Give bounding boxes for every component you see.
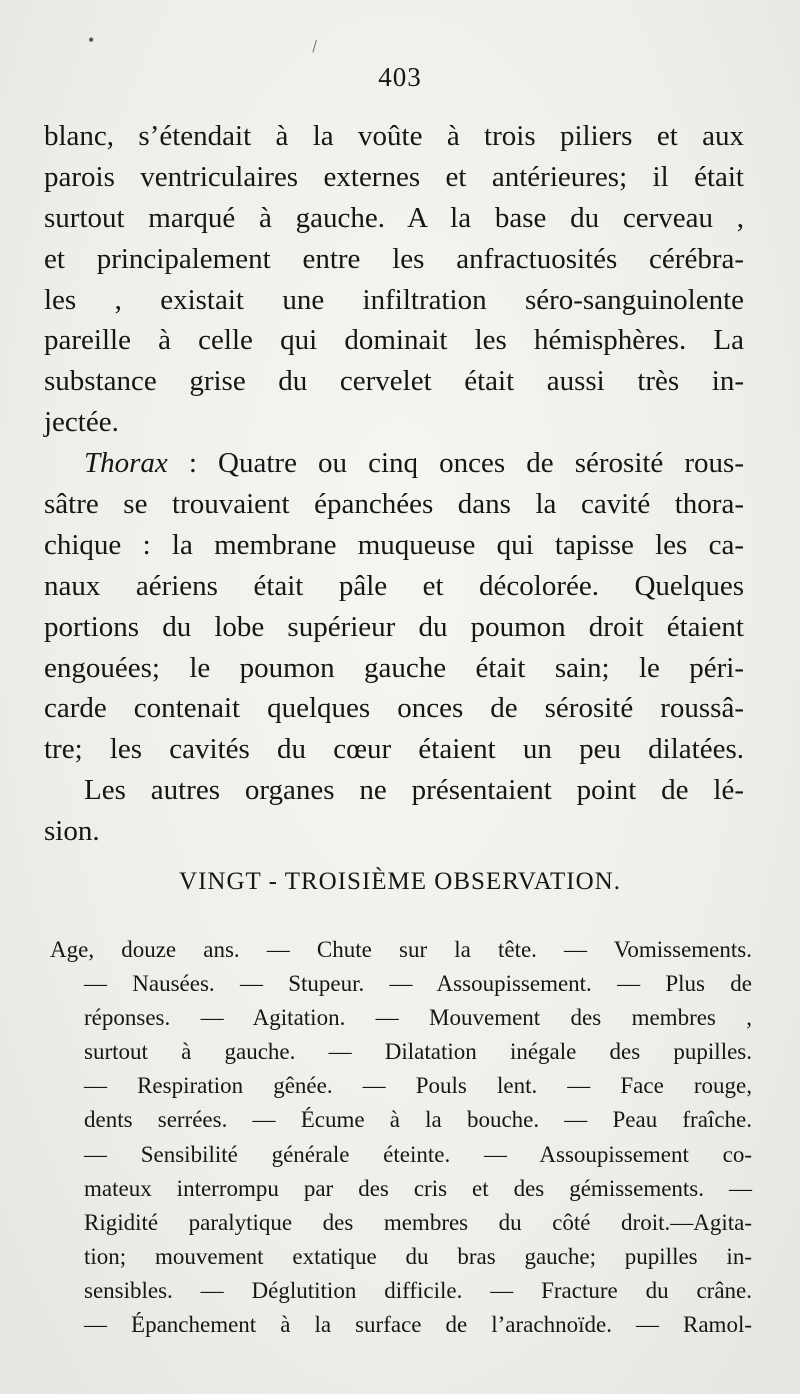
section-title: VINGT - TROISIÈME OBSERVATION.	[179, 868, 621, 895]
observation-summary	[50, 933, 752, 1342]
text-line: portions du lobe supérieur du poumon droit étaient	[44, 610, 744, 643]
summary-line: tion; mouvement extatique du bras gauche; pupilles in-	[84, 1243, 752, 1269]
summary-line: réponses. — Agitation. — Mouvement des membres ,	[84, 1005, 752, 1031]
text-line: Les autres organes ne présentaient point de lé-	[84, 774, 744, 807]
ink-dot: •	[88, 30, 95, 50]
text-line: surtout marqué à gauche. A la base du cerveau ,	[44, 201, 744, 234]
thorax-label: Thorax	[84, 447, 168, 480]
page-number: 403	[378, 62, 422, 92]
summary-line: mateux interrompu par des cris et des gémissements. —	[84, 1175, 752, 1201]
text-line: les , existait une infiltration séro-sanguinolente	[44, 283, 744, 316]
text-line: parois ventriculaires externes et antérieures; il était	[44, 160, 744, 193]
text-line: blanc, s’étendait à la voûte à trois piliers et aux	[44, 120, 744, 152]
text-line: engouées; le poumon gauche était sain; le péri-	[44, 651, 744, 684]
text-line: pareille à celle qui dominait les hémisphères. La	[44, 324, 744, 357]
body-text	[44, 116, 744, 852]
summary-line: Age, douze ans. — Chute sur la tête. — Vomissements.	[50, 937, 752, 962]
text-line: et principalement entre les anfractuosités cérébra-	[44, 242, 744, 275]
text-line: tre; les cavités du cœur étaient un peu dilatées.	[44, 733, 744, 766]
text-line: sion.	[44, 815, 100, 848]
summary-line: — Nausées. — Stupeur. — Assoupissement. — Plus de	[84, 971, 752, 997]
summary-line: — Respiration gênée. — Pouls lent. — Face rouge,	[84, 1073, 752, 1099]
text-line: jectée.	[44, 406, 119, 439]
summary-line: sensibles. — Déglutition difficile. — Fracture du crâne.	[84, 1277, 752, 1303]
text-line: naux aériens était pâle et décolorée. Quelques	[44, 569, 744, 602]
ink-stroke: \	[307, 36, 323, 56]
text-line: substance grise du cervelet était aussi très in-	[44, 365, 744, 398]
text-fragment: : Quatre ou cinq onces de sérosité rous-	[167, 447, 744, 480]
summary-line: — Épanchement à la surface de l’arachnoïde. — Ramol-	[84, 1312, 752, 1338]
thorax-paragraph-first-line	[44, 443, 744, 484]
summary-line: surtout à gauche. — Dilatation inégale des pupilles.	[84, 1039, 752, 1065]
text-line: sâtre se trouvaient épanchées dans la cavité thora-	[44, 488, 744, 521]
summary-line: Rigidité paralytique des membres du côté droit.—Agita-	[84, 1209, 752, 1235]
summary-line: dents serrées. — Écume à la bouche. — Peau fraîche.	[84, 1107, 752, 1133]
text-line: carde contenait quelques onces de sérosité roussâ-	[44, 692, 744, 725]
summary-line: — Sensibilité générale éteinte. — Assoupissement co-	[84, 1141, 752, 1167]
text-line: chique : la membrane muqueuse qui tapisse les ca-	[44, 528, 744, 561]
